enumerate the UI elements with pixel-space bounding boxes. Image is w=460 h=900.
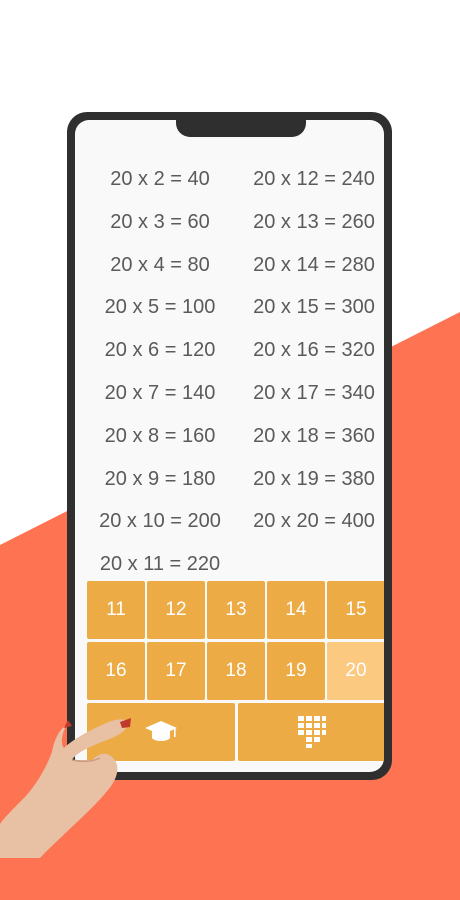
equation: 20 x 17 = 340 xyxy=(253,381,375,404)
table-16-button[interactable]: 16 xyxy=(87,642,145,700)
learn-button[interactable] xyxy=(87,703,235,761)
selector-row xyxy=(87,642,384,700)
equation: 20 x 9 = 180 xyxy=(104,467,216,490)
equation: 20 x 10 = 200 xyxy=(99,510,221,533)
equation: 20 x 12 = 240 xyxy=(253,168,375,190)
equation: 20 x 14 = 280 xyxy=(253,253,375,276)
equation: 20 x 7 = 140 xyxy=(104,381,216,404)
equation: 20 x 3 = 60 xyxy=(110,210,210,233)
phone-notch xyxy=(176,120,306,137)
equation: 20 x 2 = 40 xyxy=(110,168,210,190)
table-18-button[interactable]: 18 xyxy=(207,642,265,700)
keypad-button[interactable] xyxy=(238,703,384,761)
phone-screen xyxy=(75,120,384,772)
equation: 20 x 16 = 320 xyxy=(253,339,375,362)
table-20-button[interactable]: 20 xyxy=(327,642,384,700)
equation: 20 x 13 = 260 xyxy=(253,210,375,233)
table-11-button[interactable]: 11 xyxy=(87,581,145,639)
table-13-button[interactable]: 13 xyxy=(207,581,265,639)
table-column-right xyxy=(239,158,384,543)
phone-frame xyxy=(67,112,392,780)
equation: 20 x 20 = 400 xyxy=(253,510,375,533)
equation: 20 x 4 = 80 xyxy=(110,253,210,276)
table-17-button[interactable]: 17 xyxy=(147,642,205,700)
table-19-button[interactable]: 19 xyxy=(267,642,325,700)
table-12-button[interactable]: 12 xyxy=(147,581,205,639)
table-selector-grid xyxy=(87,581,384,703)
keypad-icon xyxy=(297,715,327,749)
selector-row xyxy=(87,581,384,639)
table-column-left xyxy=(85,158,235,586)
table-14-button[interactable]: 14 xyxy=(267,581,325,639)
equation: 20 x 8 = 160 xyxy=(104,424,216,447)
action-bar xyxy=(87,703,384,761)
equation: 20 x 19 = 380 xyxy=(253,467,375,490)
table-15-button[interactable]: 15 xyxy=(327,581,384,639)
equation: 20 x 18 = 360 xyxy=(253,424,375,447)
equation: 20 x 6 = 120 xyxy=(104,339,216,362)
equation: 20 x 15 = 300 xyxy=(253,296,375,319)
equation: 20 x 5 = 100 xyxy=(104,296,216,319)
graduation-cap-icon xyxy=(143,718,179,746)
equation: 20 x 11 = 220 xyxy=(99,553,221,576)
